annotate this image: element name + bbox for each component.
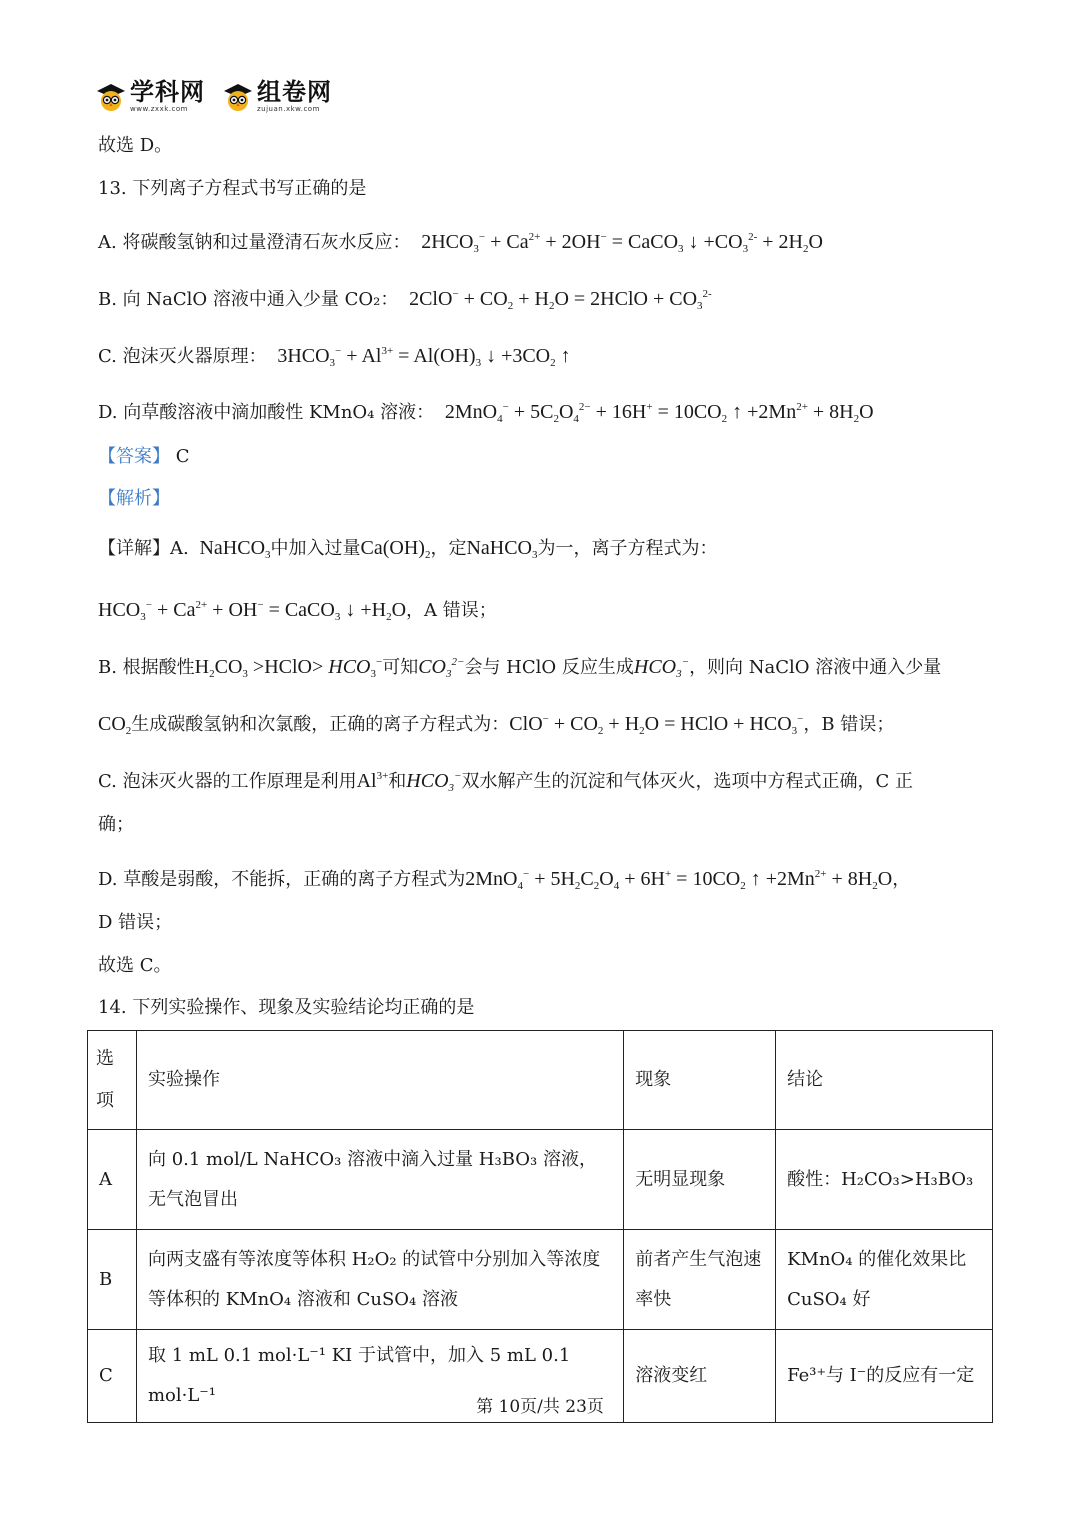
answer-value: C <box>175 446 190 467</box>
table-header-row <box>88 1031 993 1130</box>
detail-c-line1 <box>98 763 990 801</box>
row-conclusion: KMnO₄ 的催化效果比 CuSO₄ 好 <box>776 1230 993 1330</box>
logo-name: 学科网 <box>130 78 205 106</box>
logo-name: 组卷网 <box>257 78 332 106</box>
detail-b-equation: $ClO^- + CO_2 + H_2O$ = HClO + $HCO_3^-$ <box>509 713 804 737</box>
row-option: A <box>88 1130 137 1230</box>
row-operation: 向 0.1 mol/L NaHCO₃ 溶液中滴入过量 H₃BO₃ 溶液，无气泡冒出 <box>136 1130 623 1230</box>
row-conclusion: Fe³⁺与 I⁻的反应有一定 <box>776 1330 993 1423</box>
experiment-table <box>87 1030 993 1423</box>
q13-stem: 13. 下列离子方程式书写正确的是 <box>98 178 367 199</box>
formula-nahco3: NaHCO$_3$ <box>194 537 271 561</box>
option-c-label: C. 泡沫灭火器原理： <box>98 346 267 367</box>
formula-caoh2: $Ca(OH)_2$ <box>360 537 431 561</box>
row-option: B <box>88 1230 137 1330</box>
option-b-equation: $2ClO^- + CO_2 + H_2O$ = 2HClO + $CO_3^{2-}$ <box>404 288 712 312</box>
detail-d-line1 <box>98 861 990 899</box>
header-logos <box>96 80 332 113</box>
row-option: C <box>88 1330 137 1423</box>
acid-order: $H_2CO_3$ >HClO> $HCO_3^-$ <box>194 656 383 680</box>
detail-a-end: ，A 错误； <box>406 600 497 621</box>
row-operation: 取 1 mL 0.1 mol·L⁻¹ KI 于试管中，加入 5 mL 0.1 mol·L⁻¹ <box>136 1330 623 1423</box>
detail-d-line2: D 错误； <box>98 912 173 933</box>
analysis-line <box>98 486 990 512</box>
detail-tag: 【详解】 <box>98 538 170 559</box>
zujuanwang-logo <box>223 80 332 113</box>
header-option: 选项 <box>88 1031 137 1130</box>
detail-b-end: ，B 错误； <box>803 714 895 735</box>
header-operation: 实验操作 <box>136 1031 623 1130</box>
row-operation: 向两支盛有等浓度等体积 H₂O₂ 的试管中分别加入等浓度等体积的 KMnO₄ 溶液和 CuSO₄ 溶液 <box>136 1230 623 1330</box>
detail-a-line2 <box>98 592 990 630</box>
detail-c-line2: 确； <box>98 814 134 835</box>
option-a-label: A. 将碳酸氢钠和过量澄清石灰水反应： <box>98 232 411 253</box>
table-row <box>88 1230 993 1330</box>
detail-a-text3: ，定 <box>430 538 467 559</box>
detail-a-text2: 中加入过量 <box>270 538 361 559</box>
prev-conclusion: 故选 D。 <box>98 135 173 156</box>
analysis-tag: 【解析】 <box>98 488 170 509</box>
detail-d-end: ， <box>892 869 911 890</box>
row-phenomenon: 前者产生气泡速率快 <box>624 1230 776 1330</box>
option-d-equation: $2MnO_4^- + 5C_2O_4^{2-} + 16H^+ = 10CO_2$ ↑ $+2Mn^{2+} + 8H_2O$ <box>439 401 874 425</box>
option-a-equation: $2HCO_3^- + Ca^{2+} + 2OH^-$ = CaCO$_3$ ↓ $+CO_3^{2-} + 2H_2O$ <box>416 231 823 255</box>
q13-option-d <box>98 394 990 432</box>
option-c-equation: $3HCO_3^- + Al^{3+} = Al(OH)_3$ ↓ $+3CO_2$ ↑ <box>272 345 571 369</box>
row-phenomenon: 无明显现象 <box>624 1130 776 1230</box>
formula-hco3: $HCO_3^-$ <box>633 656 690 680</box>
formula-co2: $CO_2$ <box>98 713 132 737</box>
detail-b-line2 <box>98 706 990 744</box>
detail-a-text4: 为一，离子方程式为： <box>537 538 718 559</box>
option-b-label: B. 向 NaClO 溶液中通入少量 CO₂： <box>98 289 399 310</box>
detail-c-text2: 和 <box>388 771 407 792</box>
answer-line <box>98 444 990 470</box>
row-phenomenon: 溶液变红 <box>624 1330 776 1423</box>
q13-option-c <box>98 338 990 376</box>
table-row <box>88 1130 993 1230</box>
detail-d-equation: $2MnO_4^- + 5H_2C_2O_4 + 6H^+ = 10CO_2$ ↑ $+2Mn^{2+} + 8H_2O$ <box>465 868 893 892</box>
detail-b-text3: 会与 HClO 反应生成 <box>464 657 634 678</box>
row-conclusion: 酸性：H₂CO₃>H₃BO₃ <box>776 1130 993 1230</box>
answer-tag: 【答案】 <box>98 446 170 467</box>
page-footer: 第 10页/共 23页 <box>476 1397 604 1417</box>
header-conclusion: 结论 <box>776 1031 993 1130</box>
detail-b-text1: B. 根据酸性 <box>98 657 195 678</box>
logo-url: zujuan.xkw.com <box>257 105 320 113</box>
formula-co3: $CO_3^{2-}$ <box>418 656 465 680</box>
detail-a-line1 <box>98 535 990 568</box>
detail-a-equation: $HCO_3^- + Ca^{2+} + OH^-$ = CaCO$_3$ ↓ $+H_2O$ <box>98 599 407 623</box>
detail-d-text1: D. 草酸是弱酸，不能拆，正确的离子方程式为 <box>98 869 466 890</box>
owl-scholar-icon <box>223 82 253 112</box>
logo-url: www.zxxk.com <box>130 105 188 113</box>
detail-c-text3: 双水解产生的沉淀和气体灭火，选项中方程式正确，C 正 <box>461 771 913 792</box>
owl-scholar-icon <box>96 82 126 112</box>
formula-hco3: $HCO_3^-$ <box>406 770 462 794</box>
detail-b-text5: 生成碳酸氢钠和次氯酸，正确的离子方程式为： <box>131 714 510 735</box>
formula-nahco3: NaHCO$_3$ <box>466 537 538 561</box>
q13-option-b <box>98 281 990 319</box>
xuekewang-logo <box>96 80 205 113</box>
detail-a-prefix: A. <box>170 538 189 559</box>
q14-stem: 14. 下列实验操作、现象及实验结论均正确的是 <box>98 997 475 1018</box>
detail-b-text2: 可知 <box>382 657 419 678</box>
option-d-label: D. 向草酸溶液中滴加酸性 KMnO₄ 溶液： <box>98 402 435 423</box>
formula-al: $Al^{3+}$ <box>356 770 389 792</box>
header-phenomenon: 现象 <box>624 1031 776 1130</box>
detail-b-line1 <box>98 649 990 687</box>
detail-b-text4: ，则向 NaClO 溶液中通入少量 <box>689 657 942 678</box>
q13-option-a <box>98 224 990 262</box>
q13-conclusion: 故选 C。 <box>98 955 172 976</box>
detail-c-text1: C. 泡沫灭火器的工作原理是利用 <box>98 771 357 792</box>
